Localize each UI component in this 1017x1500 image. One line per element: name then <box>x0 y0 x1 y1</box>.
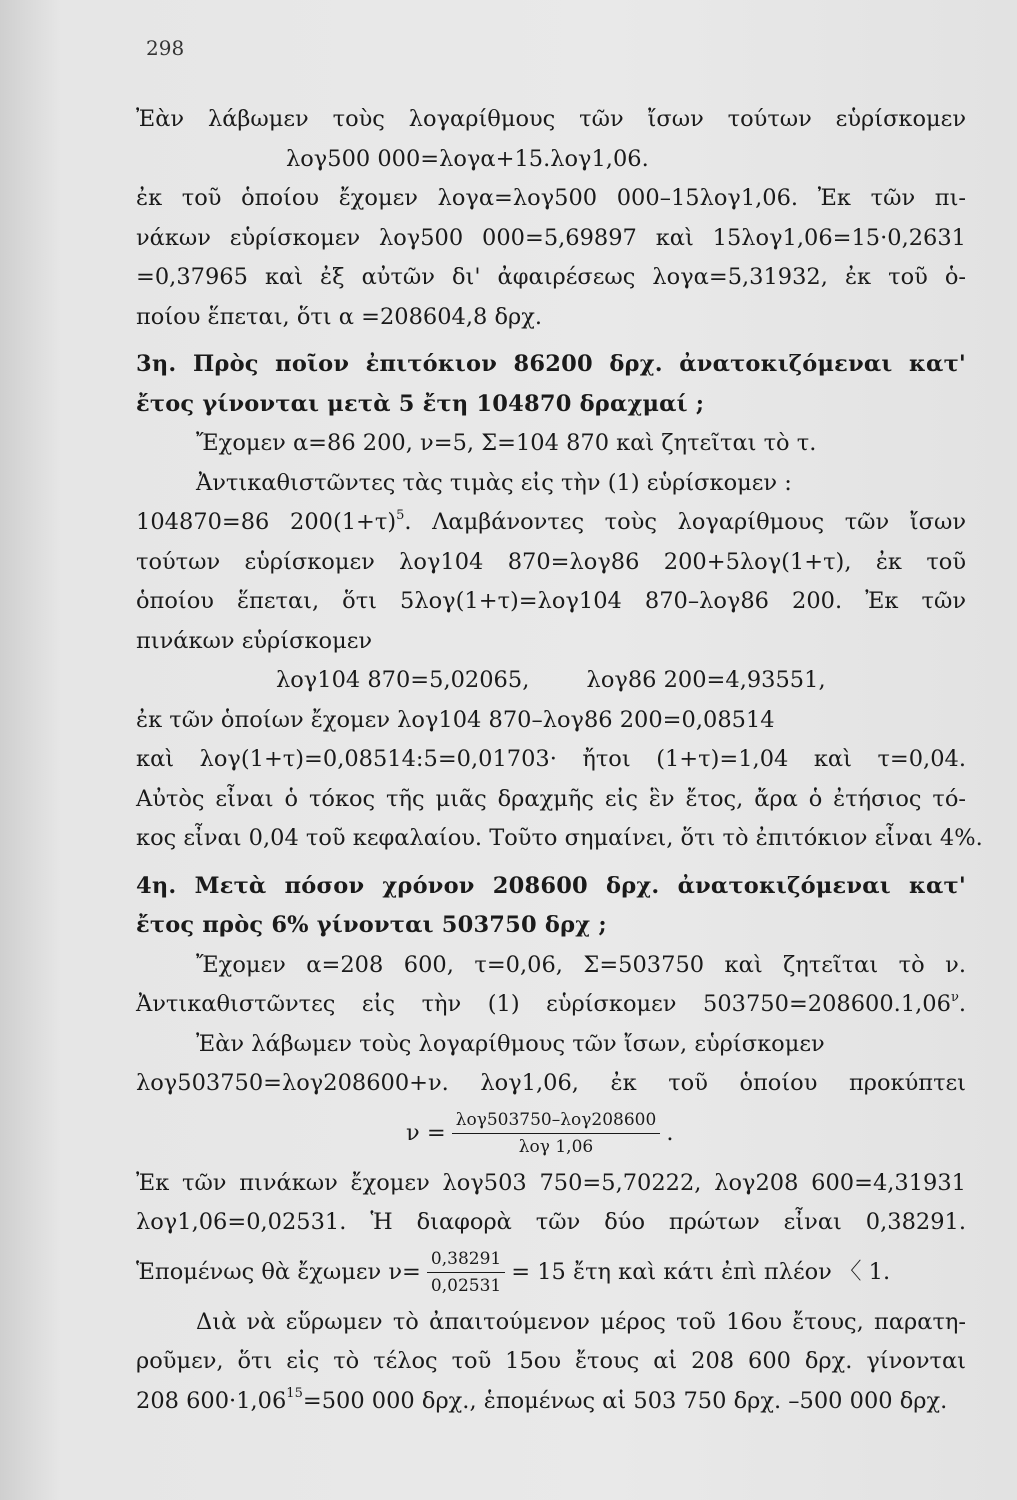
text-line: 104870=86 $200(1+\tau)^5$. Λαμβάνοντες τοὺς λογαρίθμους τῶν ἴσων <box>136 507 966 535</box>
text-line: ποίου ἕπεται, ὅτι α =208604,8 δρχ. <box>136 303 543 330</box>
text-line: Ἐκ τῶν πινάκων ἔχομεν λογ503 750=5,70222, λογ208 600=4,31931 <box>136 1169 966 1196</box>
text-line: κος εἶναι 0,04 τοῦ κεφαλαίου. Τοῦτο σημαίνει, ὅτι τὸ ἐπιτόκιον εἶναι 4%. <box>136 825 983 851</box>
text-line: =0,37965 καὶ ἐξ αὐτῶν δι' ἀφαιρέσεως λογα=5,31932, ἐκ τοῦ ὁ- <box>136 264 966 290</box>
equation-line: λογ104 870=5,02065, λογ86 200=4,93551, <box>276 667 826 693</box>
text-line: Ἀντικαθιστῶντες εἰς τὴν (1) εὑρίσκομεν $503750=208600.1,06^\nu$. <box>136 989 966 1017</box>
text-line: Ἀντικαθιστῶντες τὰς τιμὰς εἰς τὴν (1) εὑρίσκομεν : <box>196 469 792 496</box>
text-line: 208 $600\cdot 1,06^{15}=500$ 000 δρχ., ἑπομένως αἱ 503 750 δρχ. –500 000 δρχ. <box>136 1386 948 1414</box>
fraction-equation: ν = $\frac{\text{λογ503750–λογ208600}}{\text{λογ 1,06}}$ . <box>136 1104 966 1164</box>
text-line: Ἔχομεν α=208 600, τ=0,06, Σ=503750 καὶ ζητεῖται τὸ ν. <box>196 951 966 978</box>
text-line: ὁποίου ἕπεται, ὅτι 5λογ(1+τ)=λογ104 870–λογ86 200. Ἐκ τῶν <box>136 588 966 614</box>
text-line: νάκων εὑρίσκομεν λογ500 000=5,69897 καὶ 15λογ1,06=15·0,2631 <box>136 224 966 251</box>
fraction: $\frac{\text{λογ503750–λογ208600}}{\text{λογ 1,06}}$ <box>452 1107 661 1160</box>
text-line: Αὐτὸς εἶναι ὁ τόκος τῆς μιᾶς δραχμῆς εἰς ἓν ἔτος, ἄρα ὁ ἐτήσιος τό- <box>136 785 966 812</box>
section-4-heading: 4η. Μετὰ πόσον χρόνον 208600 δρχ. ἀνατοκιζόμεναι κατ' <box>136 872 966 899</box>
section-4-heading-cont: ἔτος πρὸς 6% γίνονται 503750 δρχ ; <box>136 912 607 938</box>
text-line: ροῦμεν, ὅτι εἰς τὸ τέλος τοῦ 15ου ἔτους αἱ 208 600 δρχ. γίνονται <box>136 1348 966 1374</box>
text-line: Ἔχομεν α=86 200, ν=5, Σ=104 870 καὶ ζητεῖται τὸ τ. <box>196 430 817 456</box>
fraction-equation: Ἑπομένως θὰ ἔχωμεν ν= $\frac{0,38291}{0,02531}$ = 15 ἔτη καὶ κάτι ἐπὶ πλέον 〈 1. <box>136 1243 966 1303</box>
text-line: ἐκ τοῦ ὁποίου ἔχομεν λογα=λογ500 000–15λογ1,06. Ἐκ τῶν πι- <box>136 185 966 211</box>
text-line: Διὰ νὰ εὕρωμεν τὸ ἀπαιτούμενον μέρος τοῦ 16ου ἔτους, παρατη- <box>196 1308 966 1335</box>
page-number: 298 <box>146 36 185 60</box>
text-line: ἐκ τῶν ὁποίων ἔχομεν λογ104 870–λογ86 200=0,08514 <box>136 706 775 733</box>
section-3-heading-cont: ἔτος γίνονται μετὰ 5 ἔτη 104870 δραχμαί ; <box>136 390 705 417</box>
section-4 <box>136 867 966 1422</box>
fraction: $\frac{0,38291}{0,02531}$ <box>427 1246 505 1299</box>
text-line: Ἐὰν λάβωμεν τοὺς λογαρίθμους τῶν ἴσων τούτων εὑρίσκομεν <box>136 106 966 132</box>
equation-line: λογ500 000=λογα+15.λογ1,06. <box>286 145 649 172</box>
text-line: καὶ λογ(1+τ)=0,08514:5=0,01703· ἤτοι (1+τ)=1,04 καὶ τ=0,04. <box>136 746 966 772</box>
page-text <box>136 100 983 1421</box>
text-line: τούτων εὑρίσκομεν λογ104 870=λογ86 200+5λογ(1+τ), ἐκ τοῦ <box>136 548 966 575</box>
text-line: πινάκων εὑρίσκομεν <box>136 627 373 654</box>
section-3 <box>136 345 983 859</box>
section-3-heading: 3η. Πρὸς ποῖον ἐπιτόκιον 86200 δρχ. ἀνατοκιζόμεναι κατ' <box>136 351 966 377</box>
text-line: λογ503750=λογ208600+ν. λογ1,06, ἐκ τοῦ ὁποίου προκύπτει <box>136 1070 966 1096</box>
text-line: λογ1,06=0,02531. Ἡ διαφορὰ τῶν δύο πρώτων εἶναι 0,38291. <box>136 1209 966 1235</box>
text-line: Ἐὰν λάβωμεν τοὺς λογαρίθμους τῶν ἴσων, εὑρίσκομεν <box>196 1030 825 1057</box>
